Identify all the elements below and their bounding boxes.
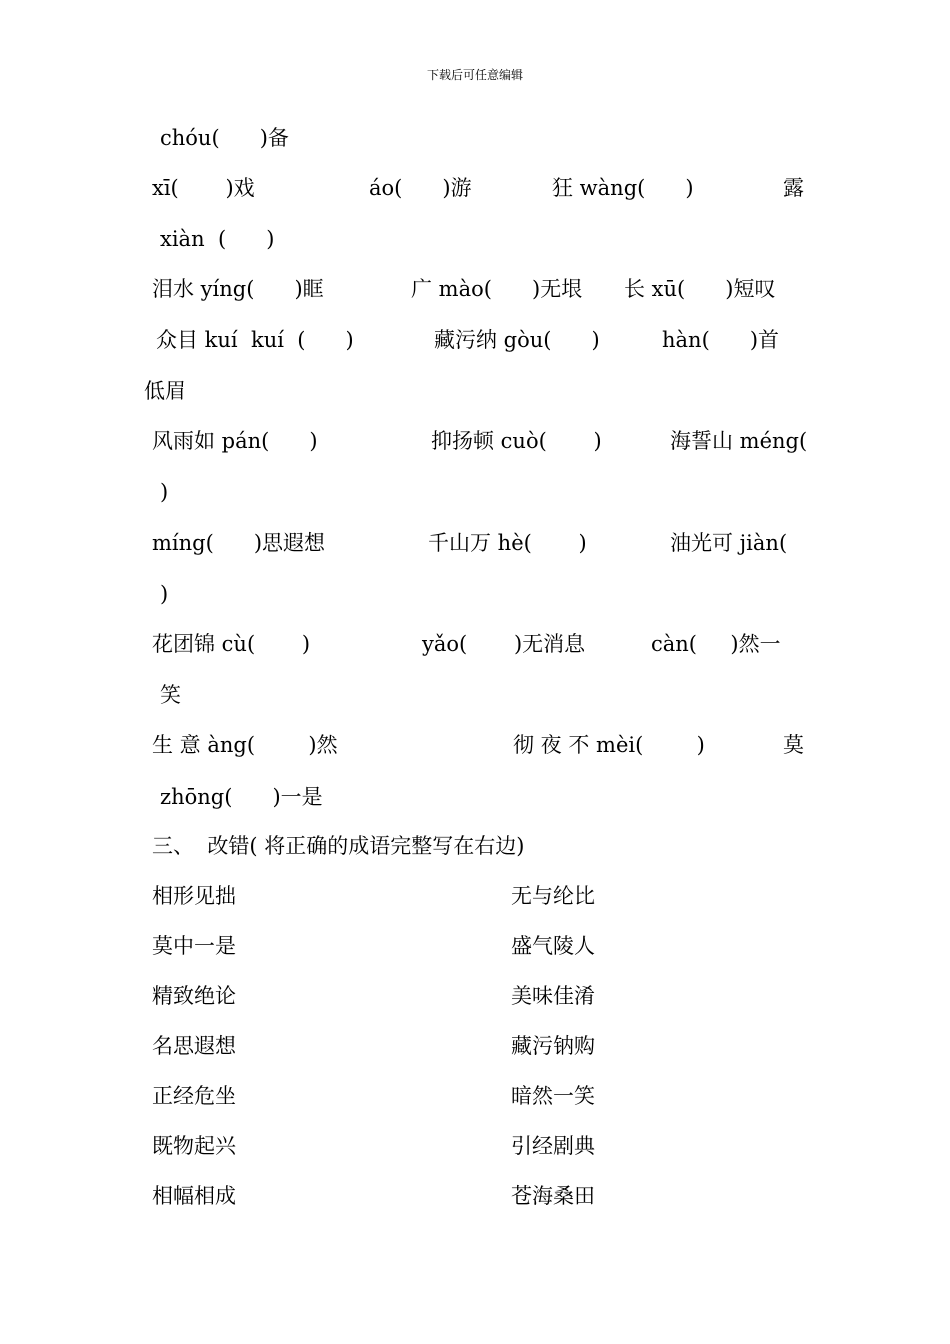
pinyin-item: 风雨如 pán( ): [152, 429, 318, 453]
wrong-idiom: 相形见拙: [152, 884, 236, 908]
pinyin-item: chóu( )备: [160, 126, 289, 150]
wrong-idiom: 无与纶比: [511, 884, 595, 908]
wrong-idiom: 名思遐想: [152, 1034, 236, 1058]
pinyin-item: 众目 kuí kuí ( ): [156, 328, 354, 352]
page-header: 下载后可任意编辑: [426, 68, 523, 82]
pinyin-item: ): [160, 480, 169, 504]
pinyin-item: 低眉: [144, 379, 186, 403]
pinyin-item: càn( )然一: [651, 632, 781, 656]
pinyin-item: 莫: [783, 733, 804, 757]
wrong-idiom: 正经危坐: [152, 1084, 236, 1108]
wrong-idiom: 苍海桑田: [511, 1184, 595, 1208]
wrong-idiom: 相幅相成: [152, 1184, 236, 1208]
pinyin-item: 露: [783, 176, 804, 200]
pinyin-item: 海誓山 méng(: [670, 429, 808, 453]
pinyin-item: ): [160, 582, 169, 606]
wrong-idiom: 藏污钠购: [511, 1034, 595, 1058]
pinyin-item: 藏污纳 gòu( ): [434, 328, 600, 352]
pinyin-item: áo( )游: [369, 176, 472, 200]
section-title: 三、 改错( 将正确的成语完整写在右边): [152, 834, 525, 858]
pinyin-item: 生 意 àng( )然: [152, 733, 338, 757]
pinyin-item: 千山万 hè( ): [428, 531, 587, 555]
pinyin-item: 彻 夜 不 mèi( ): [513, 733, 705, 757]
wrong-idiom: 美味佳淆: [511, 984, 595, 1008]
wrong-idiom: 精致绝论: [152, 984, 236, 1008]
pinyin-item: 广 mào( )无垠: [411, 277, 583, 301]
pinyin-item: 花团锦 cù( ): [152, 632, 311, 656]
pinyin-item: 狂 wàng( ): [552, 176, 694, 200]
pinyin-item: zhōng( )一是: [160, 785, 323, 809]
pinyin-item: 长 xū( )短叹: [624, 277, 776, 301]
wrong-idiom: 莫中一是: [152, 934, 236, 958]
pinyin-item: 油光可 jiàn(: [670, 531, 788, 555]
wrong-idiom: 盛气陵人: [511, 934, 595, 958]
pinyin-item: 笑: [160, 683, 181, 707]
wrong-idiom: 既物起兴: [152, 1134, 236, 1158]
pinyin-item: xiàn ( ): [160, 227, 275, 251]
pinyin-item: 泪水 yíng( )眶: [152, 277, 324, 301]
pinyin-item: hàn( )首: [662, 328, 780, 352]
pinyin-item: yǎo( )无消息: [422, 632, 586, 656]
wrong-idiom: 暗然一笑: [511, 1084, 595, 1108]
pinyin-item: xī( )戏: [152, 176, 255, 200]
wrong-idiom: 引经剧典: [511, 1134, 595, 1158]
pinyin-item: míng( )思遐想: [152, 531, 326, 555]
pinyin-item: 抑扬顿 cuò( ): [431, 429, 602, 453]
